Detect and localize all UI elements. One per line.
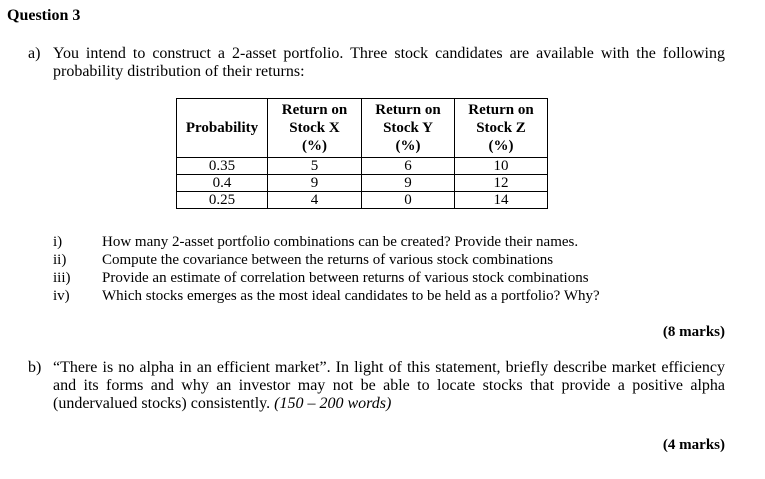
table-row (177, 192, 548, 209)
part-b-marks: (4 marks) (662, 437, 725, 453)
header-probability-text: Probability (185, 120, 259, 136)
cell-stock-y: 0 (362, 192, 455, 209)
table-header-row (177, 99, 548, 158)
part-a-intro (53, 45, 725, 81)
question-text: How many 2-asset portfolio combinations can be created? Provide their names. (102, 234, 579, 250)
header-stock-y-l3: (%) (395, 138, 421, 154)
header-stock-z-l1: Return on (468, 102, 534, 118)
header-stock-y-l2: Stock Y (383, 120, 433, 136)
cell-probability: 0.35 (177, 158, 268, 175)
question-text: Provide an estimate of correlation between returns of various stock combinations (102, 270, 589, 286)
table-row (177, 175, 548, 192)
part-b-label: b) (28, 359, 42, 376)
question-text: Compute the covariance between the returns of various stock combinations (102, 252, 554, 268)
header-stock-y-l1: Return on (375, 102, 441, 118)
cell-stock-x: 5 (268, 158, 362, 175)
question-number: i) (53, 234, 63, 250)
cell-stock-x: 4 (268, 192, 362, 209)
part-a-label: a) (28, 45, 41, 62)
question-title: Question 3 (7, 7, 81, 24)
cell-stock-z: 12 (455, 175, 548, 192)
cell-stock-z: 10 (455, 158, 548, 175)
part-b-word-count: (150 – 200 words) (274, 395, 392, 412)
question-text: Which stocks emerges as the most ideal candidates to be held as a portfolio? Why? (102, 288, 600, 304)
cell-stock-x: 9 (268, 175, 362, 192)
question-number: iii) (53, 270, 71, 286)
part-b-line3 (53, 395, 725, 413)
question-number: ii) (53, 252, 67, 268)
cell-stock-y: 9 (362, 175, 455, 192)
part-b-line2: and its forms and why an investor may not be able to locate stocks that provide a positive alpha (53, 377, 725, 394)
part-a-marks: (8 marks) (662, 324, 725, 340)
table-row (177, 158, 548, 175)
cell-probability: 0.25 (177, 192, 268, 209)
header-stock-z (455, 99, 548, 158)
header-stock-y (362, 99, 455, 158)
part-a-intro-line2: probability distribution of their returns: (53, 63, 305, 80)
header-probability (177, 99, 268, 158)
part-b-text (53, 359, 725, 413)
question-number: iv) (53, 288, 70, 304)
header-stock-z-l2: Stock Z (476, 120, 526, 136)
part-a-intro-line1: You intend to construct a 2-asset portfolio. Three stock candidates are available with the following (53, 45, 725, 62)
part-b-line1: “There is no alpha in an efficient market”. In light of this statement, briefly describe market efficiency (53, 359, 725, 376)
returns-table (176, 98, 548, 209)
header-stock-x-l1: Return on (281, 102, 348, 118)
header-stock-x-l3: (%) (302, 138, 327, 154)
header-stock-z-l3: (%) (488, 138, 514, 154)
header-stock-x (268, 99, 362, 158)
cell-stock-z: 14 (455, 192, 548, 209)
cell-stock-y: 6 (362, 158, 455, 175)
cell-probability: 0.4 (177, 175, 268, 192)
part-b-line3-main: (undervalued stocks) consistently. (53, 395, 275, 412)
header-stock-x-l2: Stock X (289, 120, 340, 136)
